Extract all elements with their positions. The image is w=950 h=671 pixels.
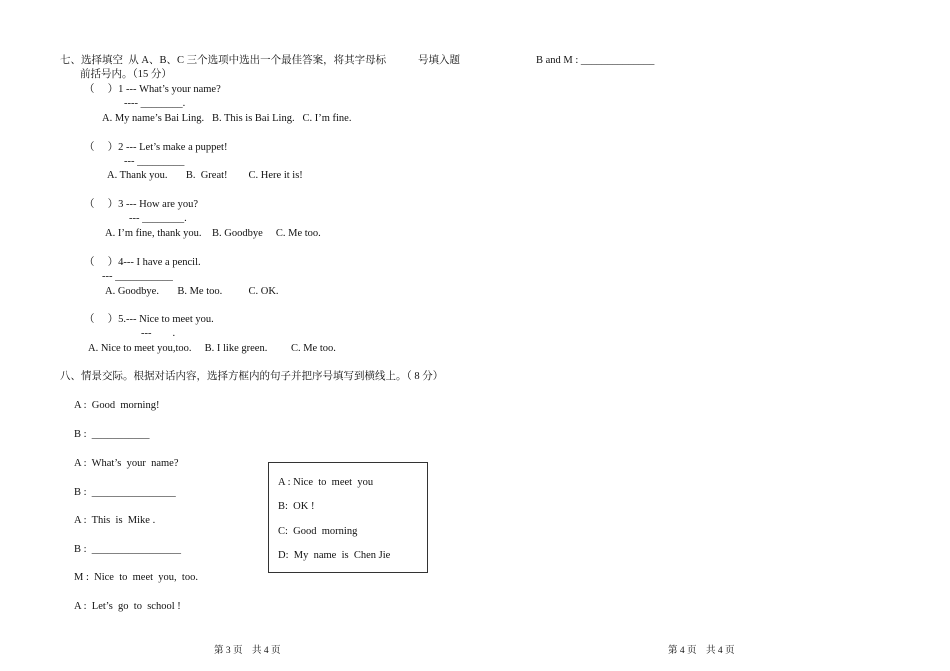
question-1-options: A. My name’s Bai Ling. B. This is Bai Ling. C. I’m fine. (102, 113, 352, 124)
dialogue-line-5: A : This is Mike . (74, 515, 156, 526)
dialogue-line-6: B : _________________ (74, 544, 182, 555)
section7-title-line1: 七、选择填空 从 A、B、C 三个选项中选出一个最佳答案，将其字母标 (60, 55, 387, 66)
dialogue-line-7: M : Nice to meet you, too. (74, 572, 198, 583)
question-3-prompt: （ ）3 --- How are you? (84, 199, 199, 210)
section7-title-gap: 号填入题 (418, 55, 460, 66)
question-1-prompt: （ ）1 --- What’s your name? (84, 84, 221, 95)
question-2-prompt: （ ）2 --- Let’s make a puppet! (84, 142, 228, 153)
section7-title-line2: 前括号内。（15 分） (80, 69, 172, 80)
side-note: B and M : ______________ (536, 55, 655, 66)
box-option-b: B: OK ! (278, 501, 315, 512)
box-option-c: C: Good morning (278, 526, 358, 537)
question-1-reply: ---- ________. (124, 98, 186, 109)
question-4-prompt: （ ）4--- I have a pencil. (84, 257, 201, 268)
question-3-options: A. I’m fine, thank you. B. Goodbye C. Me too. (105, 228, 321, 239)
dialogue-line-4: B : ________________ (74, 487, 176, 498)
question-5-reply: --- . (141, 328, 176, 339)
page-footer-right: 第 4 页 共 4 页 (668, 646, 735, 656)
question-2-options: A. Thank you. B. Great! C. Here it is! (107, 170, 303, 181)
box-option-d: D: My name is Chen Jie (278, 550, 391, 561)
question-3-reply: --- ________. (129, 213, 187, 224)
dialogue-line-3: A : What’s your name? (74, 458, 179, 469)
question-4-reply: --- ___________ (102, 271, 173, 282)
box-option-a: A : Nice to meet you (278, 477, 374, 488)
question-5-prompt: （ ）5.--- Nice to meet you. (84, 314, 214, 325)
question-5-options: A. Nice to meet you,too. B. I like green. C. Me too. (88, 343, 336, 354)
section8-title: 八、情景交际。根据对话内容，选择方框内的句子并把序号填写到横线上。（ 8 分） (60, 371, 444, 382)
question-2-reply: --- _________ (124, 156, 185, 167)
dialogue-line-2: B : ___________ (74, 429, 150, 440)
page-footer-left: 第 3 页 共 4 页 (214, 646, 281, 656)
question-4-options: A. Goodbye. B. Me too. C. OK. (105, 286, 279, 297)
dialogue-line-8: A : Let’s go to school ! (74, 601, 181, 612)
dialogue-line-1: A : Good morning! (74, 400, 160, 411)
